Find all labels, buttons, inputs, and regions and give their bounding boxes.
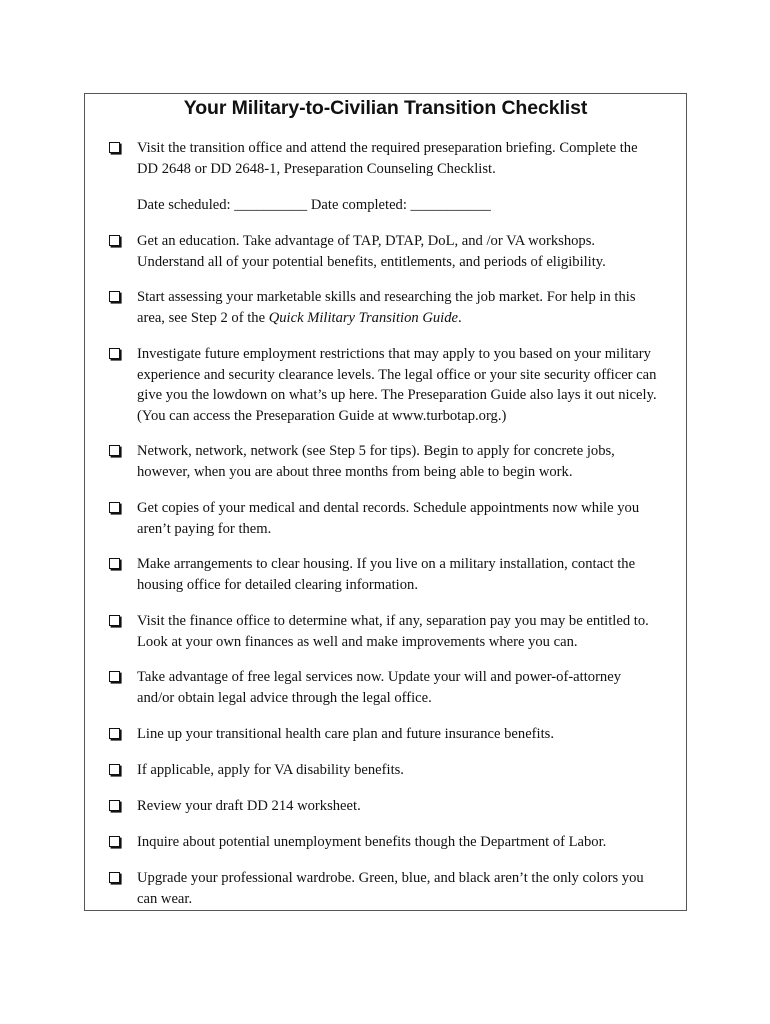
checkbox-icon[interactable] (109, 764, 120, 775)
checkbox-icon[interactable] (109, 836, 120, 847)
checklist-item-text: Make arrangements to clear housing. If you live on a military installation, contact the housing office for detailed clearing information. (137, 556, 636, 593)
checkbox-icon[interactable] (109, 445, 120, 456)
checklist-item-text: Get copies of your medical and dental records. Schedule appointments now while you aren’t paying for them. (137, 500, 640, 537)
checklist-item-text: Review your draft DD 214 worksheet. (137, 798, 361, 814)
date-fields-line: Date scheduled: __________ Date completed: ___________ (137, 197, 491, 213)
checkbox-icon[interactable] (109, 235, 120, 246)
checkbox-icon[interactable] (109, 502, 120, 513)
checkbox-icon[interactable] (109, 348, 120, 359)
checklist-item-text: Get an education. Take advantage of TAP, DTAP, DoL, and /or VA workshops. Understand all of your potential benefits, entitlements, and periods of eligibility. (137, 233, 606, 270)
checklist-frame (84, 93, 687, 911)
checklist-item-text: If applicable, apply for VA disability benefits. (137, 762, 404, 778)
checklist-item-text: Investigate future employment restrictions that may apply to you based on your military experience and security clearance levels. The legal office or your site security officer can give you the lowdown on what’s up here. The Preseparation Guide also lays it out nicely. (You can access the Preseparation Guide at www.turbotap.org.) (137, 346, 657, 424)
checkbox-icon[interactable] (109, 671, 120, 682)
checklist-item-text: Inquire about potential unemployment benefits though the Department of Labor. (137, 834, 607, 850)
checkbox-icon[interactable] (109, 558, 120, 569)
checkbox-icon[interactable] (109, 291, 120, 302)
checkbox-icon[interactable] (109, 142, 120, 153)
checklist-item-text: Take advantage of free legal services now. Update your will and power-of-attorney and/or obtain legal advice through the legal office. (137, 669, 621, 706)
page-title: Your Military-to-Civilian Transition Checklist (183, 97, 588, 119)
checklist-item-text: Start assessing your marketable skills and researching the job market. For help in this area, see Step 2 of the Quick Military Transition Guide. (137, 289, 636, 326)
checklist-item-text: Line up your transitional health care plan and future insurance benefits. (137, 726, 554, 742)
checklist-item-text: Visit the finance office to determine what, if any, separation pay you may be entitled to. Look at your own finances as well and make improvements where you can. (137, 613, 649, 650)
checkbox-icon[interactable] (109, 728, 120, 739)
guide-title: Quick Military Transition Guide (268, 309, 459, 326)
checklist-item-text: Visit the transition office and attend the required preseparation briefing. Complete the DD 2648 or DD 2648-1, Preseparation Counseling Checklist. (137, 140, 638, 177)
checkbox-icon[interactable] (109, 872, 120, 883)
checklist-item-text: Upgrade your professional wardrobe. Green, blue, and black aren’t the only colors you can wear. (137, 870, 644, 907)
checklist-item-text: Network, network, network (see Step 5 for tips). Begin to apply for concrete jobs, however, when you are about three months from being able to begin work. (137, 443, 615, 480)
checkbox-icon[interactable] (109, 615, 120, 626)
checkbox-icon[interactable] (109, 800, 120, 811)
